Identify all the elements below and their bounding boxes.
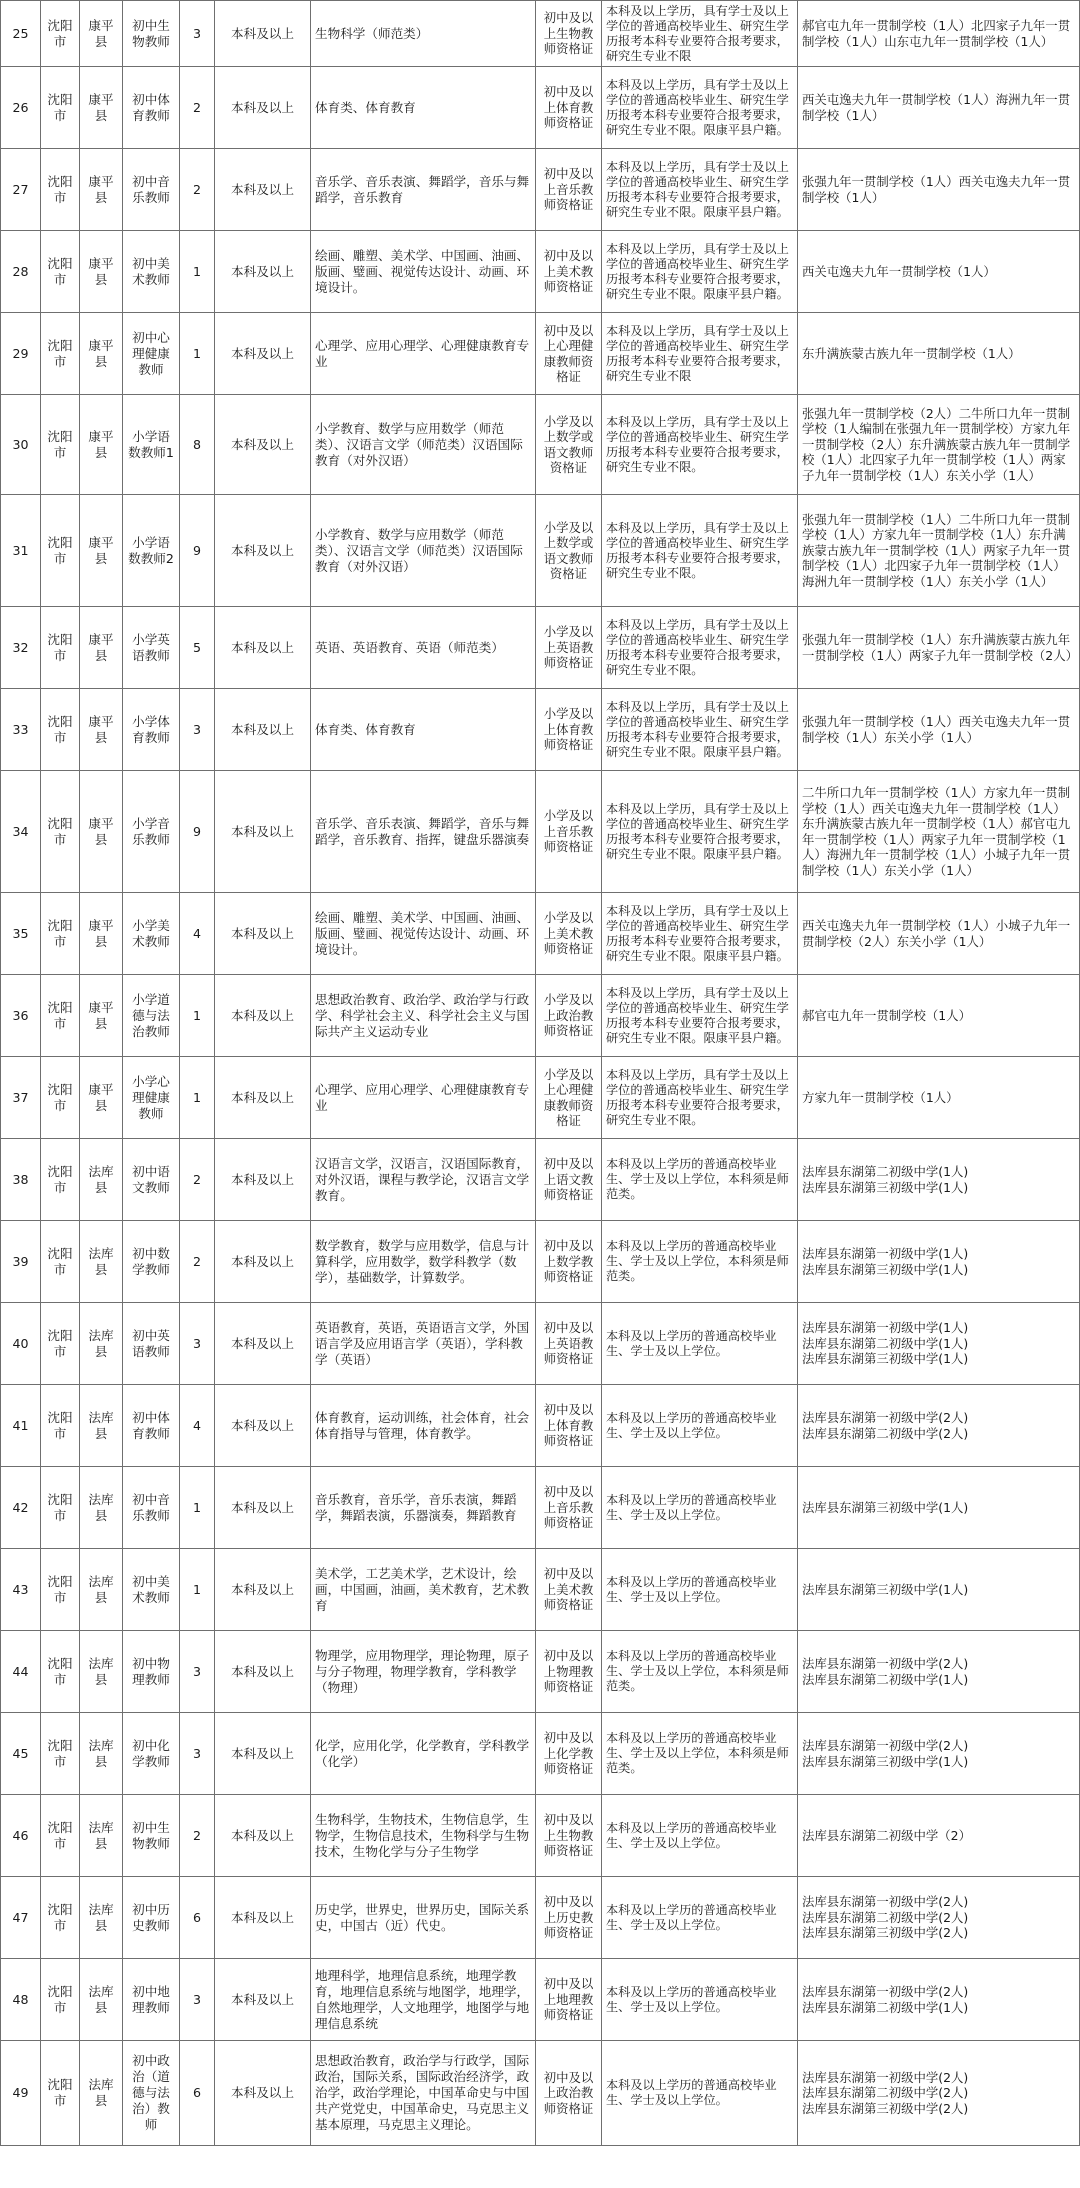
school-allocation-cell: 张强九年一贯制学校（1人）西关屯逸夫九年一贯制学校（1人）东关小学（1人） (798, 689, 1080, 771)
headcount-cell: 1 (180, 1057, 215, 1139)
education-cell: 本科及以上 (215, 313, 311, 395)
row-number-cell: 28 (1, 231, 41, 313)
major-cell: 音乐教育，音乐学，音乐表演，舞蹈学，舞蹈表演，乐器演奏，舞蹈教育 (311, 1467, 536, 1549)
position-cell: 初中物理教师 (123, 1631, 180, 1713)
city-cell: 沈阳市 (41, 1385, 80, 1467)
school-allocation-cell: 二牛所口九年一贯制学校（1人）方家九年一贯制学校（1人）西关屯逸夫九年一贯制学校（1人）东升满族蒙古族九年一贯制学校（1人）郝官屯九年一贯制学校（1人）两家子九年一贯制学校（1人）海洲九年一贯制学校（1人）小城子九年一贯制学校（1人）东关小学（1人） (798, 771, 1080, 893)
county-cell: 康平县 (80, 975, 123, 1057)
row-number-cell: 47 (1, 1877, 41, 1959)
county-cell: 法库县 (80, 2041, 123, 2146)
education-cell: 本科及以上 (215, 1221, 311, 1303)
school-allocation-cell: 法库县东湖第二初级中学（2） (798, 1795, 1080, 1877)
table-row (1, 1057, 1080, 1139)
row-number-cell: 38 (1, 1139, 41, 1221)
row-number-cell: 31 (1, 495, 41, 607)
city-cell: 沈阳市 (41, 607, 80, 689)
education-cell: 本科及以上 (215, 1303, 311, 1385)
table-row (1, 1221, 1080, 1303)
headcount-cell: 3 (180, 1, 215, 67)
position-cell: 初中心理健康教师 (123, 313, 180, 395)
major-cell: 思想政治教育，政治学与行政学，国际政治，国际关系，国际政治经济学，政治学，政治学理论，中国革命史与中国共产党党史，中国革命史，马克思主义基本原理，马克思主义理论。 (311, 2041, 536, 2146)
row-number-cell: 37 (1, 1057, 41, 1139)
headcount-cell: 3 (180, 1959, 215, 2041)
school-allocation-cell: 法库县东湖第一初级中学(2人) 法库县东湖第三初级中学(1人) (798, 1713, 1080, 1795)
position-cell: 初中音乐教师 (123, 149, 180, 231)
qualification-cell: 初中及以上体育教师资格证 (536, 1385, 602, 1467)
qualification-cell: 初中及以上体育教师资格证 (536, 67, 602, 149)
table-row (1, 395, 1080, 495)
school-allocation-cell: 郝官屯九年一贯制学校（1人）北四家子九年一贯制学校（1人）山东屯九年一贯制学校（1人） (798, 1, 1080, 67)
county-cell: 康平县 (80, 1057, 123, 1139)
position-cell: 初中生物教师 (123, 1, 180, 67)
requirement-cell: 本科及以上学历的普通高校毕业生、学士及以上学位，本科须是师范类。 (602, 1713, 798, 1795)
row-number-cell: 26 (1, 67, 41, 149)
row-number-cell: 48 (1, 1959, 41, 2041)
row-number-cell: 33 (1, 689, 41, 771)
county-cell: 康平县 (80, 313, 123, 395)
requirement-cell: 本科及以上学历，具有学士及以上学位的普通高校毕业生、研究生学历报考本科专业要符合报考要求，研究生专业不限。 (602, 1057, 798, 1139)
position-cell: 初中体育教师 (123, 1385, 180, 1467)
qualification-cell: 初中及以上音乐教师资格证 (536, 149, 602, 231)
major-cell: 英语、英语教育、英语（师范类） (311, 607, 536, 689)
requirement-cell: 本科及以上学历，具有学士及以上学位的普通高校毕业生、研究生学历报考本科专业要符合报考要求，研究生专业不限。限康平县户籍。 (602, 231, 798, 313)
headcount-cell: 8 (180, 395, 215, 495)
requirement-cell: 本科及以上学历，具有学士及以上学位的普通高校毕业生、研究生学历报考本科专业要符合报考要求，研究生专业不限。限康平县户籍。 (602, 689, 798, 771)
education-cell: 本科及以上 (215, 893, 311, 975)
table-row (1, 975, 1080, 1057)
school-allocation-cell: 张强九年一贯制学校（1人）东升满族蒙古族九年一贯制学校（1人）两家子九年一贯制学校（2人） (798, 607, 1080, 689)
major-cell: 音乐学、音乐表演、舞蹈学，音乐与舞蹈学，音乐教育、指挥，键盘乐器演奏 (311, 771, 536, 893)
table-row (1, 1, 1080, 67)
table-row (1, 149, 1080, 231)
county-cell: 法库县 (80, 1385, 123, 1467)
requirement-cell: 本科及以上学历，具有学士及以上学位的普通高校毕业生、研究生学历报考本科专业要符合报考要求，研究生专业不限。限康平县户籍。 (602, 975, 798, 1057)
major-cell: 美术学，工艺美术学，艺术设计，绘画，中国画，油画，美术教育，艺术教育 (311, 1549, 536, 1631)
school-allocation-cell: 法库县东湖第一初级中学(2人) 法库县东湖第二初级中学(1人) (798, 1959, 1080, 2041)
county-cell: 法库县 (80, 1877, 123, 1959)
row-number-cell: 30 (1, 395, 41, 495)
county-cell: 法库县 (80, 1549, 123, 1631)
city-cell: 沈阳市 (41, 1959, 80, 2041)
qualification-cell: 初中及以上音乐教师资格证 (536, 1467, 602, 1549)
headcount-cell: 2 (180, 1221, 215, 1303)
city-cell: 沈阳市 (41, 1139, 80, 1221)
requirement-cell: 本科及以上学历的普通高校毕业生、学士及以上学位。 (602, 1549, 798, 1631)
city-cell: 沈阳市 (41, 975, 80, 1057)
row-number-cell: 40 (1, 1303, 41, 1385)
position-cell: 初中美术教师 (123, 231, 180, 313)
position-cell: 小学语数教师1 (123, 395, 180, 495)
table-row (1, 1713, 1080, 1795)
major-cell: 生物科学（师范类） (311, 1, 536, 67)
requirement-cell: 本科及以上学历的普通高校毕业生、学士及以上学位。 (602, 1795, 798, 1877)
school-allocation-cell: 西关屯逸夫九年一贯制学校（1人） (798, 231, 1080, 313)
position-cell: 小学美术教师 (123, 893, 180, 975)
city-cell: 沈阳市 (41, 1, 80, 67)
qualification-cell: 小学及以上体育教师资格证 (536, 689, 602, 771)
school-allocation-cell: 法库县东湖第一初级中学(2人) 法库县东湖第二初级中学(1人) (798, 1631, 1080, 1713)
position-cell: 小学音乐教师 (123, 771, 180, 893)
education-cell: 本科及以上 (215, 1959, 311, 2041)
school-allocation-cell: 法库县东湖第二初级中学(1人) 法库县东湖第三初级中学(1人) (798, 1139, 1080, 1221)
headcount-cell: 1 (180, 1549, 215, 1631)
city-cell: 沈阳市 (41, 1549, 80, 1631)
education-cell: 本科及以上 (215, 495, 311, 607)
table-row (1, 1139, 1080, 1221)
position-cell: 初中历史教师 (123, 1877, 180, 1959)
education-cell: 本科及以上 (215, 67, 311, 149)
city-cell: 沈阳市 (41, 1057, 80, 1139)
qualification-cell: 初中及以上地理教师资格证 (536, 1959, 602, 2041)
education-cell: 本科及以上 (215, 689, 311, 771)
county-cell: 法库县 (80, 1139, 123, 1221)
requirement-cell: 本科及以上学历的普通高校毕业生、学士及以上学位。 (602, 1385, 798, 1467)
row-number-cell: 35 (1, 893, 41, 975)
row-number-cell: 45 (1, 1713, 41, 1795)
major-cell: 英语教育，英语，英语语言文学，外国语言学及应用语言学（英语），学科教学（英语） (311, 1303, 536, 1385)
headcount-cell: 1 (180, 313, 215, 395)
position-cell: 初中化学教师 (123, 1713, 180, 1795)
county-cell: 法库县 (80, 1631, 123, 1713)
requirement-cell: 本科及以上学历的普通高校毕业生、学士及以上学位。 (602, 1303, 798, 1385)
major-cell: 数学教育，数学与应用数学，信息与计算科学，应用数学，数学科教学（数学），基础数学，计算数学。 (311, 1221, 536, 1303)
school-allocation-cell: 法库县东湖第一初级中学(2人) 法库县东湖第二初级中学(2人) 法库县东湖第三初级中学(2人) (798, 1877, 1080, 1959)
major-cell: 体育类、体育教育 (311, 689, 536, 771)
school-allocation-cell: 法库县东湖第一初级中学(1人) 法库县东湖第二初级中学(1人) 法库县东湖第三初级中学(1人) (798, 1303, 1080, 1385)
education-cell: 本科及以上 (215, 149, 311, 231)
requirement-cell: 本科及以上学历的普通高校毕业生、学士及以上学位，本科须是师范类。 (602, 1139, 798, 1221)
major-cell: 小学教育、数学与应用数学（师范类）、汉语言文学（师范类）汉语国际教育（对外汉语） (311, 495, 536, 607)
row-number-cell: 39 (1, 1221, 41, 1303)
qualification-cell: 初中及以上语文教师资格证 (536, 1139, 602, 1221)
requirement-cell: 本科及以上学历，具有学士及以上学位的普通高校毕业生、研究生学历报考本科专业要符合报考要求，研究生专业不限 (602, 1, 798, 67)
headcount-cell: 1 (180, 975, 215, 1057)
county-cell: 康平县 (80, 495, 123, 607)
headcount-cell: 1 (180, 1467, 215, 1549)
county-cell: 法库县 (80, 1959, 123, 2041)
major-cell: 化学，应用化学，化学教育，学科教学（化学） (311, 1713, 536, 1795)
headcount-cell: 2 (180, 1795, 215, 1877)
row-number-cell: 46 (1, 1795, 41, 1877)
row-number-cell: 32 (1, 607, 41, 689)
requirement-cell: 本科及以上学历，具有学士及以上学位的普通高校毕业生、研究生学历报考本科专业要符合报考要求，研究生专业不限。限康平县户籍。 (602, 149, 798, 231)
requirement-cell: 本科及以上学历，具有学士及以上学位的普通高校毕业生、研究生学历报考本科专业要符合报考要求，研究生专业不限。限康平县户籍。 (602, 771, 798, 893)
qualification-cell: 初中及以上生物教师资格证 (536, 1, 602, 67)
table-row (1, 1795, 1080, 1877)
headcount-cell: 3 (180, 1713, 215, 1795)
education-cell: 本科及以上 (215, 1631, 311, 1713)
city-cell: 沈阳市 (41, 1467, 80, 1549)
education-cell: 本科及以上 (215, 1139, 311, 1221)
table-row (1, 67, 1080, 149)
headcount-cell: 5 (180, 607, 215, 689)
table-row (1, 231, 1080, 313)
headcount-cell: 2 (180, 1139, 215, 1221)
requirement-cell: 本科及以上学历的普通高校毕业生、学士及以上学位。 (602, 1959, 798, 2041)
county-cell: 康平县 (80, 395, 123, 495)
city-cell: 沈阳市 (41, 1877, 80, 1959)
row-number-cell: 36 (1, 975, 41, 1057)
position-cell: 小学道德与法治教师 (123, 975, 180, 1057)
city-cell: 沈阳市 (41, 1221, 80, 1303)
headcount-cell: 9 (180, 771, 215, 893)
education-cell: 本科及以上 (215, 975, 311, 1057)
qualification-cell: 初中及以上英语教师资格证 (536, 1303, 602, 1385)
school-allocation-cell: 方家九年一贯制学校（1人） (798, 1057, 1080, 1139)
city-cell: 沈阳市 (41, 1795, 80, 1877)
headcount-cell: 1 (180, 231, 215, 313)
position-cell: 小学语数教师2 (123, 495, 180, 607)
table-row (1, 1385, 1080, 1467)
row-number-cell: 44 (1, 1631, 41, 1713)
headcount-cell: 2 (180, 67, 215, 149)
school-allocation-cell: 张强九年一贯制学校（2人）二牛所口九年一贯制学校（1人编制在张强九年一贯制学校）方家九年一贯制学校（2人）东升满族蒙古族九年一贯制学校（1人）北四家子九年一贯制学校（1人）两家子九年一贯制学校（1人）东关小学（1人） (798, 395, 1080, 495)
county-cell: 康平县 (80, 607, 123, 689)
school-allocation-cell: 法库县东湖第一初级中学(2人) 法库县东湖第二初级中学(2人) 法库县东湖第三初级中学(2人) (798, 2041, 1080, 2146)
major-cell: 思想政治教育、政治学、政治学与行政学、科学社会主义、科学社会主义与国际共产主义运动专业 (311, 975, 536, 1057)
county-cell: 康平县 (80, 1, 123, 67)
city-cell: 沈阳市 (41, 1303, 80, 1385)
county-cell: 康平县 (80, 893, 123, 975)
major-cell: 绘画、雕塑、美术学、中国画、油画、版画、璧画、视觉传达设计、动画、环境设计。 (311, 231, 536, 313)
education-cell: 本科及以上 (215, 1549, 311, 1631)
qualification-cell: 初中及以上生物教师资格证 (536, 1795, 602, 1877)
qualification-cell: 初中及以上化学教师资格证 (536, 1713, 602, 1795)
education-cell: 本科及以上 (215, 1467, 311, 1549)
headcount-cell: 4 (180, 893, 215, 975)
education-cell: 本科及以上 (215, 771, 311, 893)
major-cell: 体育教育，运动训练，社会体育，社会体育指导与管理，体育教学。 (311, 1385, 536, 1467)
headcount-cell: 3 (180, 689, 215, 771)
position-cell: 初中地理教师 (123, 1959, 180, 2041)
qualification-cell: 初中及以上心理健康教师资格证 (536, 313, 602, 395)
requirement-cell: 本科及以上学历，具有学士及以上学位的普通高校毕业生、研究生学历报考本科专业要符合报考要求，研究生专业不限。 (602, 607, 798, 689)
headcount-cell: 6 (180, 2041, 215, 2146)
headcount-cell: 3 (180, 1303, 215, 1385)
qualification-cell: 小学及以上心理健康教师资格证 (536, 1057, 602, 1139)
position-cell: 初中英语教师 (123, 1303, 180, 1385)
table-row (1, 771, 1080, 893)
qualification-cell: 小学及以上英语教师资格证 (536, 607, 602, 689)
row-number-cell: 43 (1, 1549, 41, 1631)
requirement-cell: 本科及以上学历的普通高校毕业生、学士及以上学位，本科须是师范类。 (602, 1631, 798, 1713)
school-allocation-cell: 东升满族蒙古族九年一贯制学校（1人） (798, 313, 1080, 395)
requirement-cell: 本科及以上学历，具有学士及以上学位的普通高校毕业生、研究生学历报考本科专业要符合报考要求，研究生专业不限。限康平县户籍。 (602, 893, 798, 975)
table-row (1, 1549, 1080, 1631)
education-cell: 本科及以上 (215, 1877, 311, 1959)
table-row (1, 1467, 1080, 1549)
education-cell: 本科及以上 (215, 1713, 311, 1795)
major-cell: 生物科学，生物技术，生物信息学，生物学，生物信息技术，生物科学与生物技术，生物化学与分子生物学 (311, 1795, 536, 1877)
major-cell: 心理学、应用心理学、心理健康教育专业 (311, 1057, 536, 1139)
table-row (1, 313, 1080, 395)
city-cell: 沈阳市 (41, 149, 80, 231)
position-cell: 小学体育教师 (123, 689, 180, 771)
table-row (1, 689, 1080, 771)
position-cell: 初中音乐教师 (123, 1467, 180, 1549)
row-number-cell: 34 (1, 771, 41, 893)
major-cell: 物理学，应用物理学，理论物理，原子与分子物理，物理学教育，学科教学（物理） (311, 1631, 536, 1713)
city-cell: 沈阳市 (41, 313, 80, 395)
qualification-cell: 初中及以上数学教师资格证 (536, 1221, 602, 1303)
row-number-cell: 49 (1, 2041, 41, 2146)
requirement-cell: 本科及以上学历的普通高校毕业生、学士及以上学位，本科须是师范类。 (602, 1221, 798, 1303)
position-cell: 小学英语教师 (123, 607, 180, 689)
education-cell: 本科及以上 (215, 395, 311, 495)
education-cell: 本科及以上 (215, 1385, 311, 1467)
county-cell: 康平县 (80, 689, 123, 771)
headcount-cell: 2 (180, 149, 215, 231)
city-cell: 沈阳市 (41, 231, 80, 313)
requirement-cell: 本科及以上学历的普通高校毕业生、学士及以上学位。 (602, 1877, 798, 1959)
position-cell: 初中美术教师 (123, 1549, 180, 1631)
qualification-cell: 小学及以上数学或语文教师资格证 (536, 395, 602, 495)
position-cell: 初中数学教师 (123, 1221, 180, 1303)
education-cell: 本科及以上 (215, 231, 311, 313)
row-number-cell: 27 (1, 149, 41, 231)
requirement-cell: 本科及以上学历，具有学士及以上学位的普通高校毕业生、研究生学历报考本科专业要符合报考要求，研究生专业不限。限康平县户籍。 (602, 67, 798, 149)
position-cell: 初中生物教师 (123, 1795, 180, 1877)
table-row (1, 893, 1080, 975)
qualification-cell: 初中及以上历史教师资格证 (536, 1877, 602, 1959)
table-row (1, 2041, 1080, 2146)
major-cell: 汉语言文学，汉语言，汉语国际教育，对外汉语，课程与教学论，汉语言文学教育。 (311, 1139, 536, 1221)
city-cell: 沈阳市 (41, 2041, 80, 2146)
row-number-cell: 42 (1, 1467, 41, 1549)
position-cell: 初中政治（道德与法治）教师 (123, 2041, 180, 2146)
qualification-cell: 初中及以上美术教师资格证 (536, 231, 602, 313)
county-cell: 法库县 (80, 1303, 123, 1385)
headcount-cell: 6 (180, 1877, 215, 1959)
requirement-cell: 本科及以上学历，具有学士及以上学位的普通高校毕业生、研究生学历报考本科专业要符合报考要求，研究生专业不限。 (602, 395, 798, 495)
city-cell: 沈阳市 (41, 689, 80, 771)
major-cell: 绘画、雕塑、美术学、中国画、油画、版画、璧画、视觉传达设计、动画、环境设计。 (311, 893, 536, 975)
city-cell: 沈阳市 (41, 495, 80, 607)
major-cell: 心理学、应用心理学、心理健康教育专业 (311, 313, 536, 395)
city-cell: 沈阳市 (41, 771, 80, 893)
table-row (1, 495, 1080, 607)
table-row (1, 1877, 1080, 1959)
county-cell: 法库县 (80, 1467, 123, 1549)
school-allocation-cell: 张强九年一贯制学校（1人）西关屯逸夫九年一贯制学校（1人） (798, 149, 1080, 231)
school-allocation-cell: 西关屯逸夫九年一贯制学校（1人）小城子九年一贯制学校（2人）东关小学（1人） (798, 893, 1080, 975)
education-cell: 本科及以上 (215, 1795, 311, 1877)
position-cell: 小学心理健康教师 (123, 1057, 180, 1139)
table-row (1, 1631, 1080, 1713)
qualification-cell: 小学及以上音乐教师资格证 (536, 771, 602, 893)
major-cell: 体育类、体育教育 (311, 67, 536, 149)
major-cell: 历史学，世界史，世界历史，国际关系史，中国古（近）代史。 (311, 1877, 536, 1959)
requirement-cell: 本科及以上学历，具有学士及以上学位的普通高校毕业生、研究生学历报考本科专业要符合报考要求，研究生专业不限 (602, 313, 798, 395)
major-cell: 地理科学，地理信息系统，地理学教育，地理信息系统与地图学，地理学，自然地理学，人文地理学，地图学与地理信息系统 (311, 1959, 536, 2041)
headcount-cell: 9 (180, 495, 215, 607)
county-cell: 康平县 (80, 67, 123, 149)
major-cell: 小学教育、数学与应用数学（师范类）、汉语言文学（师范类）汉语国际教育（对外汉语） (311, 395, 536, 495)
table-row (1, 1303, 1080, 1385)
city-cell: 沈阳市 (41, 1631, 80, 1713)
school-allocation-cell: 西关屯逸夫九年一贯制学校（1人）海洲九年一贯制学校（1人） (798, 67, 1080, 149)
city-cell: 沈阳市 (41, 893, 80, 975)
row-number-cell: 25 (1, 1, 41, 67)
city-cell: 沈阳市 (41, 67, 80, 149)
county-cell: 康平县 (80, 149, 123, 231)
education-cell: 本科及以上 (215, 1, 311, 67)
county-cell: 法库县 (80, 1795, 123, 1877)
city-cell: 沈阳市 (41, 395, 80, 495)
position-cell: 初中语文教师 (123, 1139, 180, 1221)
city-cell: 沈阳市 (41, 1713, 80, 1795)
school-allocation-cell: 张强九年一贯制学校（1人）二牛所口九年一贯制学校（1人）方家九年一贯制学校（1人）东升满族蒙古族九年一贯制学校（1人）两家子九年一贯制学校（1人）北四家子九年一贯制学校（1人）海洲九年一贯制学校（1人）东关小学（1人） (798, 495, 1080, 607)
school-allocation-cell: 法库县东湖第三初级中学(1人) (798, 1467, 1080, 1549)
qualification-cell: 初中及以上美术教师资格证 (536, 1549, 602, 1631)
headcount-cell: 3 (180, 1631, 215, 1713)
county-cell: 康平县 (80, 771, 123, 893)
table-row (1, 1959, 1080, 2041)
qualification-cell: 初中及以上物理教师资格证 (536, 1631, 602, 1713)
major-cell: 音乐学、音乐表演、舞蹈学，音乐与舞蹈学，音乐教育 (311, 149, 536, 231)
requirement-cell: 本科及以上学历的普通高校毕业生、学士及以上学位。 (602, 2041, 798, 2146)
row-number-cell: 29 (1, 313, 41, 395)
school-allocation-cell: 法库县东湖第三初级中学(1人) (798, 1549, 1080, 1631)
qualification-cell: 小学及以上政治教师资格证 (536, 975, 602, 1057)
county-cell: 法库县 (80, 1221, 123, 1303)
education-cell: 本科及以上 (215, 1057, 311, 1139)
row-number-cell: 41 (1, 1385, 41, 1467)
position-cell: 初中体育教师 (123, 67, 180, 149)
county-cell: 康平县 (80, 231, 123, 313)
table-row (1, 607, 1080, 689)
school-allocation-cell: 郝官屯九年一贯制学校（1人） (798, 975, 1080, 1057)
education-cell: 本科及以上 (215, 2041, 311, 2146)
requirement-cell: 本科及以上学历，具有学士及以上学位的普通高校毕业生、研究生学历报考本科专业要符合报考要求，研究生专业不限。 (602, 495, 798, 607)
education-cell: 本科及以上 (215, 607, 311, 689)
school-allocation-cell: 法库县东湖第一初级中学(1人) 法库县东湖第三初级中学(1人) (798, 1221, 1080, 1303)
county-cell: 法库县 (80, 1713, 123, 1795)
qualification-cell: 小学及以上数学或语文教师资格证 (536, 495, 602, 607)
school-allocation-cell: 法库县东湖第一初级中学(2人) 法库县东湖第二初级中学(2人) (798, 1385, 1080, 1467)
requirement-cell: 本科及以上学历的普通高校毕业生、学士及以上学位。 (602, 1467, 798, 1549)
qualification-cell: 小学及以上美术教师资格证 (536, 893, 602, 975)
headcount-cell: 4 (180, 1385, 215, 1467)
qualification-cell: 初中及以上政治教师资格证 (536, 2041, 602, 2146)
